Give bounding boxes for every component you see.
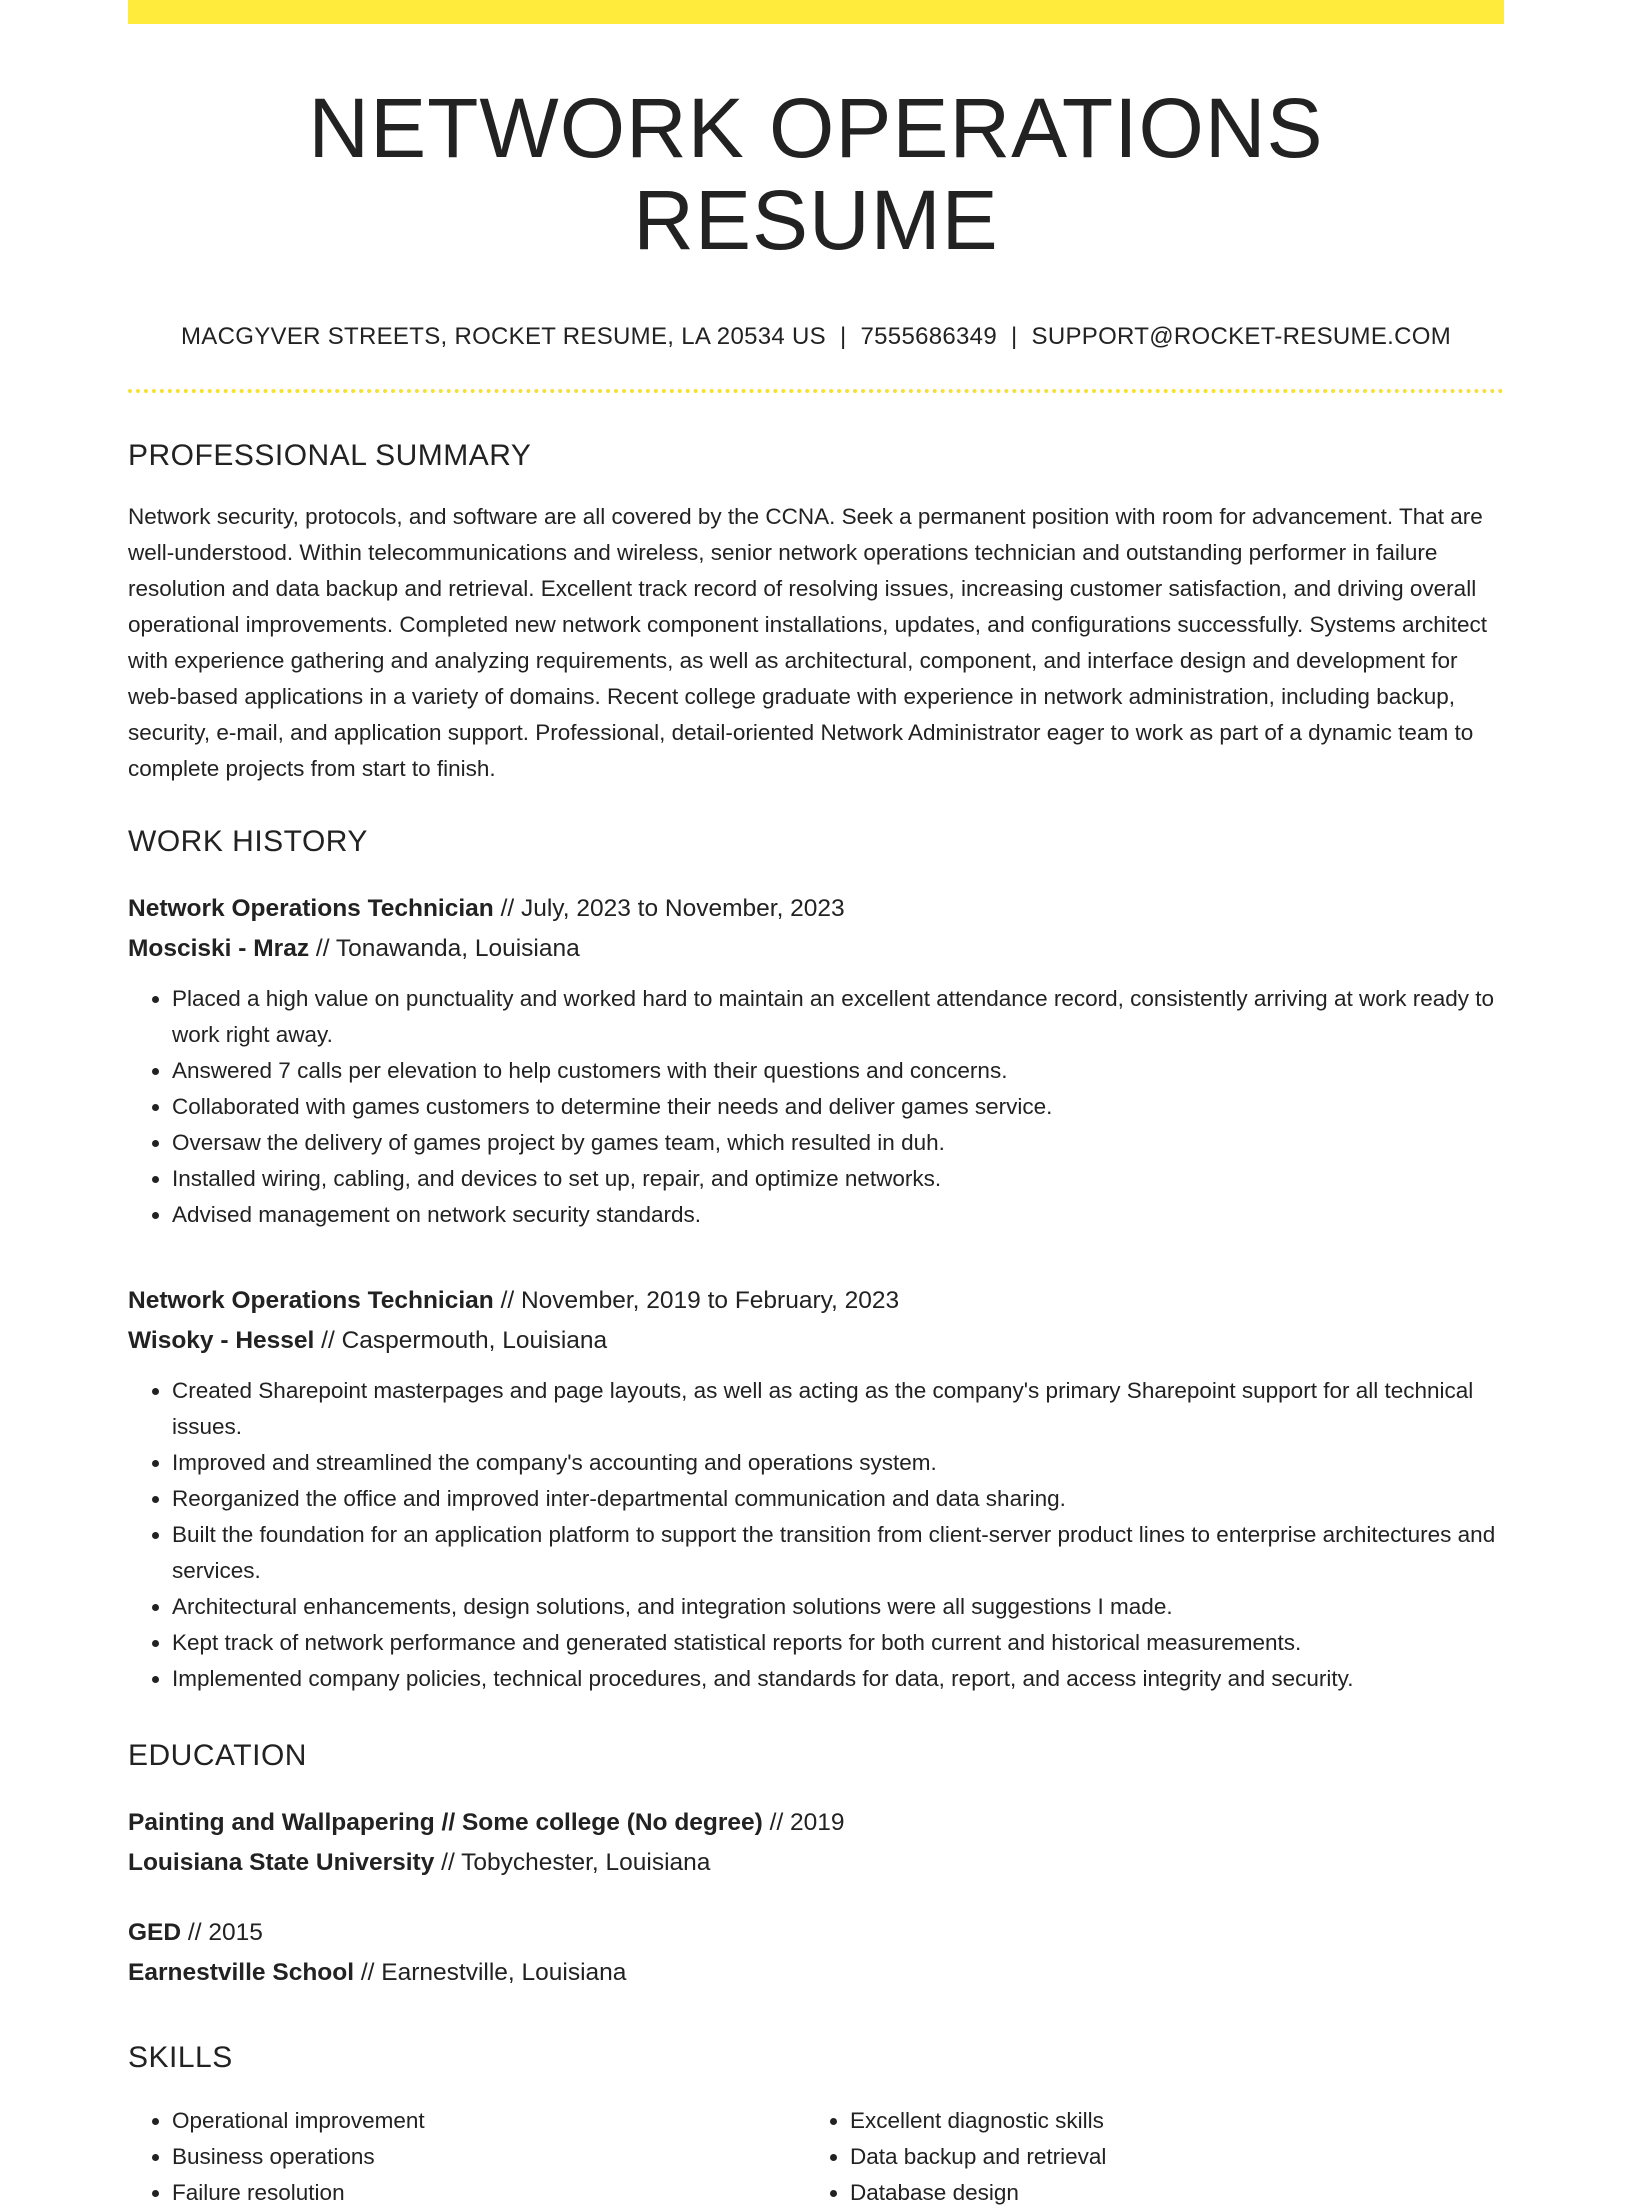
job-company: Wisoky - Hessel: [128, 1326, 315, 1354]
job-dates: // July, 2023 to November, 2023: [493, 894, 845, 922]
job-role-line: [128, 889, 1504, 929]
accent-bar: [128, 0, 1504, 24]
section-title-summary: PROFESSIONAL SUMMARY: [128, 438, 532, 472]
job-bullets: [128, 1373, 1504, 1697]
section-title-work-history: WORK HISTORY: [128, 824, 368, 858]
job-role-line: [128, 1281, 1504, 1321]
job-company: Mosciski - Mraz: [128, 934, 310, 962]
section-title-skills: SKILLS: [128, 2040, 233, 2074]
job-bullet: • Implemented company policies, technical procedures, and standards for data, report, and access integrity and security.: [172, 1661, 1504, 1697]
job-location: // Caspermouth, Louisiana: [314, 1326, 608, 1354]
contact-line: [128, 323, 1504, 351]
job-bullet: • Improved and streamlined the company's accounting and operations system.: [172, 1445, 1504, 1481]
job-bullet: • Oversaw the delivery of games project by games team, which resulted in duh.: [172, 1125, 1504, 1161]
skill-item: • Operational improvement: [172, 2103, 806, 2139]
job-bullet: • Placed a high value on punctuality and worked hard to maintain an excellent attendance record, consistently arriving at work ready to work right away.: [172, 981, 1504, 1053]
skills-list: [128, 2103, 1504, 2211]
job-company-line: [128, 929, 1504, 969]
job-role: Network Operations Technician: [128, 1286, 494, 1314]
job-dates: // November, 2019 to February, 2023: [493, 1286, 900, 1314]
skill-item: • Failure resolution: [172, 2175, 806, 2211]
job-bullet: • Architectural enhancements, design solutions, and integration solutions were all suggestions I made.: [172, 1589, 1504, 1625]
summary-paragraph: Network security, protocols, and software are all covered by the CCNA. Seek a permanent position with room for advancement. That are well-understood. Within telecommunications and wireless, senior network operations technician and outstanding performer in failure resolution and data backup and retrieval. Excellent track record of resolving issues, increasing customer satisfaction, and driving overall operational improvements. Completed new network component installations, updates, and configurations successfully. Systems architect with experience gathering and analyzing requirements, as well as architectural, component, and interface design and development for web-based applications in a variety of domains. Recent college graduate with experience in network administration, including backup, security, e-mail, and application support. Professional, detail-oriented Network Administrator eager to work as part of a dynamic team to complete projects from start to finish.: [128, 503, 1488, 781]
skill-item: • Excellent diagnostic skills: [850, 2103, 1484, 2139]
contact-address: MACGYVER STREETS, ROCKET RESUME, LA 20534 US: [181, 322, 826, 350]
job-bullet: • Created Sharepoint masterpages and page layouts, as well as acting as the company's primary Sharepoint support for all technical issues.: [172, 1373, 1504, 1445]
job-company-line: [128, 1321, 1504, 1361]
education-degree: Painting and Wallpapering // Some college (No degree): [128, 1808, 763, 1836]
education-degree-line: [128, 1913, 1504, 1953]
contact-separator: |: [1010, 322, 1018, 350]
job-bullet: • Advised management on network security standards.: [172, 1197, 1504, 1233]
education-degree-line: [128, 1803, 1504, 1843]
resume-title: NETWORK OPERATIONS RESUME: [308, 81, 1324, 268]
job-bullet: • Built the foundation for an application platform to support the transition from client-server product lines to enterprise architectures and services.: [172, 1517, 1504, 1589]
job-bullet: • Answered 7 calls per elevation to help customers with their questions and concerns.: [172, 1053, 1504, 1089]
skill-item: • Data backup and retrieval: [850, 2139, 1484, 2175]
education-school: Louisiana State University: [128, 1848, 435, 1876]
education-location: // Tobychester, Louisiana: [434, 1848, 711, 1876]
contact-separator: |: [839, 322, 847, 350]
job-bullet: • Collaborated with games customers to determine their needs and deliver games service.: [172, 1089, 1504, 1125]
job-bullet: • Kept track of network performance and generated statistical reports for both current and historical measurements.: [172, 1625, 1504, 1661]
skills-column-right: [806, 2103, 1484, 2211]
job-role: Network Operations Technician: [128, 894, 494, 922]
education-degree: GED: [128, 1918, 182, 1946]
job-entry: [128, 889, 1504, 1233]
job-bullet: • Reorganized the office and improved inter-departmental communication and data sharing.: [172, 1481, 1504, 1517]
job-entry: [128, 1281, 1504, 1697]
contact-phone: 7555686349: [860, 322, 997, 350]
education-school: Earnestville School: [128, 1958, 355, 1986]
section-title-education: EDUCATION: [128, 1738, 307, 1772]
header-divider: [128, 389, 1504, 393]
skills-column-left: [128, 2103, 806, 2211]
job-bullets: [128, 981, 1504, 1233]
education-entry: [128, 1913, 1504, 1993]
education-location: // Earnestville, Louisiana: [354, 1958, 627, 1986]
education-school-line: [128, 1953, 1504, 1993]
skill-item: • Business operations: [172, 2139, 806, 2175]
resume-page: [128, 0, 1504, 2211]
education-entry: [128, 1803, 1504, 1883]
education-year: // 2015: [181, 1918, 263, 1946]
education-school-line: [128, 1843, 1504, 1883]
education-year: // 2019: [762, 1808, 845, 1836]
job-location: // Tonawanda, Louisiana: [309, 934, 580, 962]
job-bullet: • Installed wiring, cabling, and devices to set up, repair, and optimize networks.: [172, 1161, 1504, 1197]
skill-item: • Database design: [850, 2175, 1484, 2211]
contact-email: SUPPORT@ROCKET-RESUME.COM: [1031, 322, 1451, 350]
